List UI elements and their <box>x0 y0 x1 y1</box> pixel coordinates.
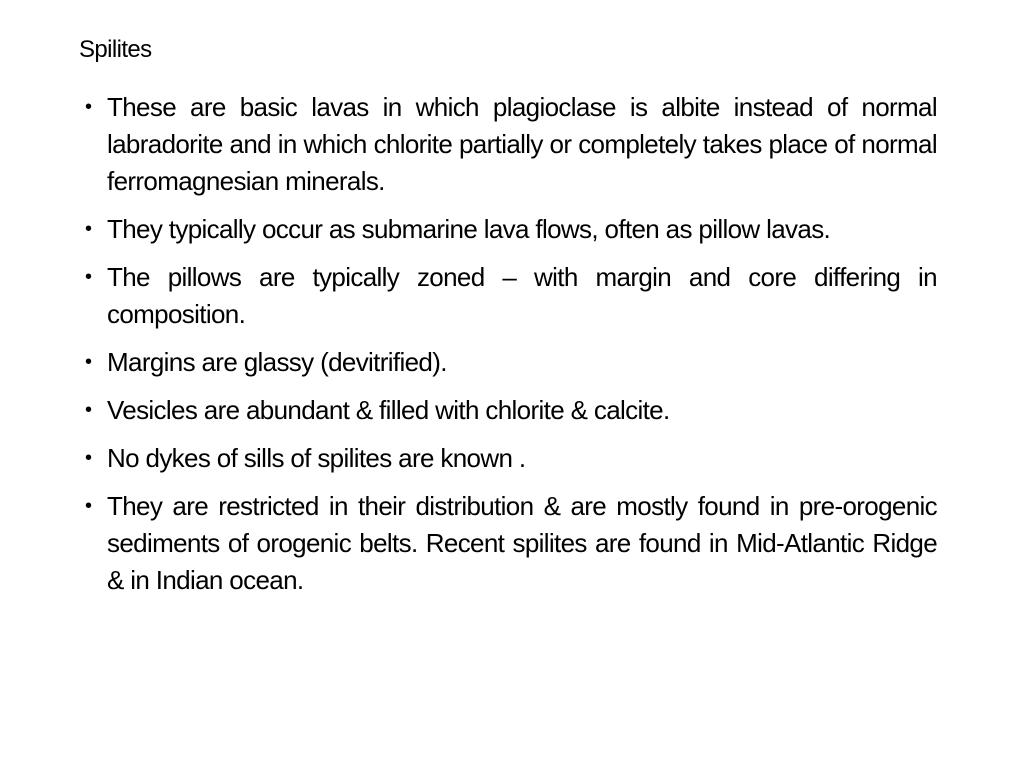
bullet-icon: • <box>85 399 92 421</box>
bullet-item <box>85 259 937 333</box>
bullet-text: Margins are glassy (devitrified). <box>107 347 447 377</box>
bullet-icon: • <box>85 351 92 373</box>
bullet-text: The pillows are typically zoned – with margin and core differing in composition. <box>107 262 937 329</box>
bullet-list <box>85 89 937 599</box>
bullet-icon: • <box>85 495 92 517</box>
bullet-item <box>85 344 937 381</box>
bullet-item <box>85 488 937 599</box>
bullet-icon: • <box>85 218 92 240</box>
bullet-item <box>85 89 937 200</box>
bullet-icon: • <box>85 266 92 288</box>
bullet-text: They are restricted in their distribution & are mostly found in pre-orogenic sediments of orogenic belts. Recent spilites are found in Mid-Atlantic Ridge & in Indian ocean. <box>107 491 937 595</box>
bullet-text: Vesicles are abundant & filled with chlorite & calcite. <box>107 395 670 425</box>
bullet-icon: • <box>85 447 92 469</box>
bullet-item <box>85 211 937 248</box>
bullet-text: They typically occur as submarine lava flows, often as pillow lavas. <box>107 214 831 244</box>
bullet-text: These are basic lavas in which plagioclase is albite instead of normal labradorite and in which chlorite partially or completely takes place of normal ferromagnesian minerals. <box>107 92 937 196</box>
bullet-icon: • <box>85 96 92 118</box>
slide-title: Spilites <box>79 36 152 63</box>
bullet-item <box>85 392 937 429</box>
bullet-text: No dykes of sills of spilites are known . <box>107 443 526 473</box>
bullet-item <box>85 440 937 477</box>
